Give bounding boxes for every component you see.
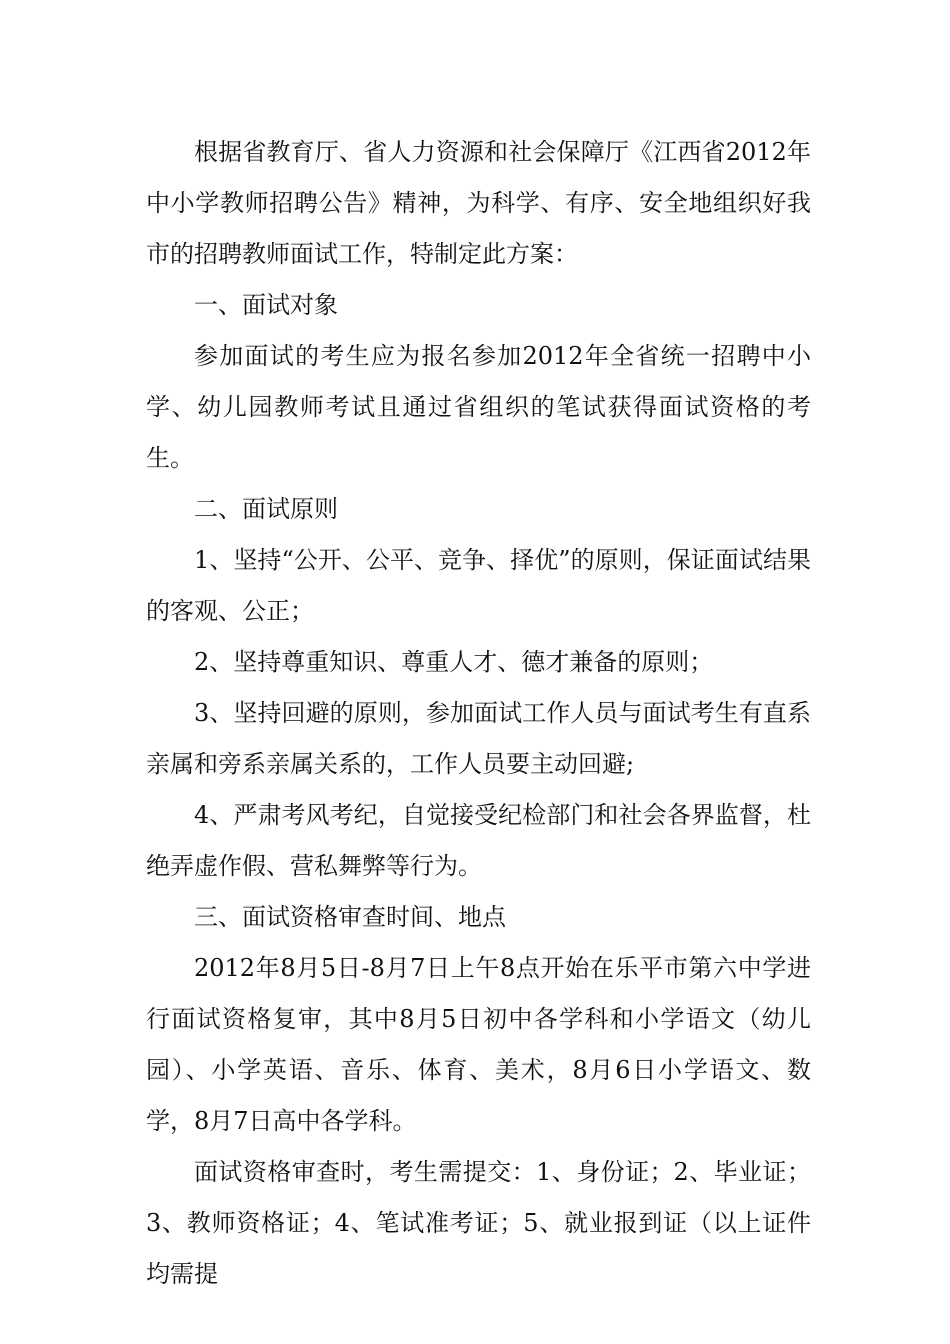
- principle-item-4: 4、严肃考风考纪，自觉接受纪检部门和社会各界监督，杜绝弄虚作假、营私舞弊等行为。: [146, 801, 811, 880]
- section-heading-interview-principles: 二、面试原则: [194, 495, 338, 523]
- principle-item-2: 2、坚持尊重知识、尊重人才、德才兼备的原则；: [194, 648, 714, 676]
- principle-item-1: 1、坚持“公开、公平、竞争、择优”的原则，保证面试结果的客观、公正；: [146, 546, 811, 625]
- principle-item-3: 3、坚持回避的原则，参加面试工作人员与面试考生有直系亲属和旁系亲属关系的，工作人员要主动回避;: [146, 699, 811, 778]
- interview-subjects-paragraph: 参加面试的考生应为报名参加2012年全省统一招聘中小学、幼儿园教师考试且通过省组织的笔试获得面试资格的考生。: [146, 342, 811, 472]
- intro-paragraph: 根据省教育厅、省人力资源和社会保障厅《江西省2012年中小学教师招聘公告》精神，为科学、有序、安全地组织好我市的招聘教师面试工作，特制定此方案：: [146, 138, 811, 268]
- qualification-review-documents-paragraph: 面试资格审查时，考生需提交：1、身份证；2、毕业证；3、教师资格证；4、笔试准考证；5、就业报到证（以上证件均需提: [146, 1158, 811, 1288]
- qualification-review-schedule-paragraph: 2012年8月5日-8月7日上午8点开始在乐平市第六中学进行面试资格复审，其中8月5日初中各学科和小学语文（幼儿园）、小学英语、音乐、体育、美术，8月6日小学语文、数学，8月7日高中各学科。: [146, 954, 811, 1135]
- section-heading-interview-subjects: 一、面试对象: [194, 291, 338, 319]
- document-body: [146, 127, 811, 1300]
- section-heading-qualification-review: 三、面试资格审查时间、地点: [194, 903, 506, 931]
